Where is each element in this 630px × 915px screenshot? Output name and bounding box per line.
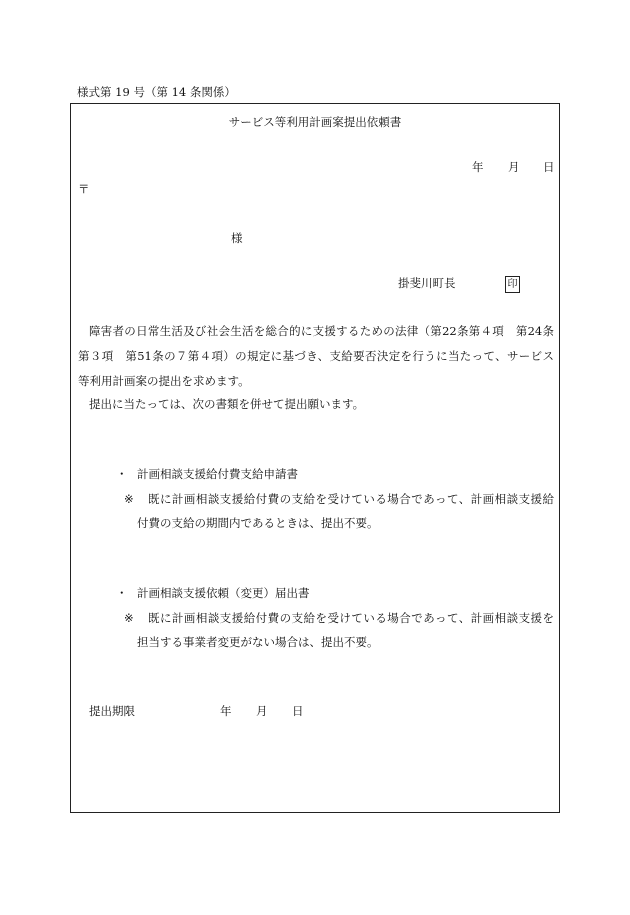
document-title: サービス等利用計画案提出依頼書 bbox=[228, 115, 402, 129]
body-line-3: 等利用計画案の提出を求めます。 bbox=[78, 374, 250, 388]
form-number: 様式第 19 号（第 14 条関係） bbox=[77, 85, 236, 99]
item-1-note-line-2: 付費の支給の期間内であるときは、提出不要。 bbox=[137, 516, 379, 530]
deadline-label: 提出期限 bbox=[89, 704, 135, 718]
item-2-note-mark: ※ bbox=[124, 611, 134, 625]
sender-title: 掛斐川町長 bbox=[398, 276, 456, 290]
addressee-honorific: 様 bbox=[231, 231, 243, 245]
deadline-year-label: 年 bbox=[220, 704, 232, 718]
date-year-label: 年 bbox=[472, 160, 484, 174]
date-month-label: 月 bbox=[508, 160, 520, 174]
seal-mark: 印 bbox=[505, 276, 520, 293]
deadline-month-label: 月 bbox=[256, 704, 268, 718]
item-1-bullet: ・ bbox=[116, 467, 128, 481]
deadline-day-label: 日 bbox=[292, 704, 304, 718]
body-line-1: 障害者の日常生活及び社会生活を総合的に支援するための法律（第22条第４項 第24条 bbox=[89, 324, 554, 338]
item-1-note-mark: ※ bbox=[124, 492, 134, 506]
body-line-2: 第３項 第51条の７第４項）の規定に基づき、支給要否決定を行うに当たって、サービス bbox=[78, 349, 554, 363]
item-2-label: 計画相談支援依頼（変更）届出書 bbox=[137, 586, 310, 600]
item-2-note-line-1: 既に計画相談支援給付費の支給を受けている場合であって、計画相談支援を bbox=[148, 611, 554, 625]
postal-mark: 〒 bbox=[78, 182, 90, 196]
item-1-label: 計画相談支援給付費支給申請書 bbox=[137, 467, 298, 481]
form-frame bbox=[70, 103, 560, 813]
date-day-label: 日 bbox=[543, 160, 555, 174]
item-2-bullet: ・ bbox=[116, 586, 128, 600]
body-line-4: 提出に当たっては、次の書類を併せて提出願います。 bbox=[89, 397, 365, 411]
item-1-note-line-1: 既に計画相談支援給付費の支給を受けている場合であって、計画相談支援給 bbox=[148, 492, 554, 506]
item-2-note-line-2: 担当する事業者変更がない場合は、提出不要。 bbox=[137, 635, 379, 649]
